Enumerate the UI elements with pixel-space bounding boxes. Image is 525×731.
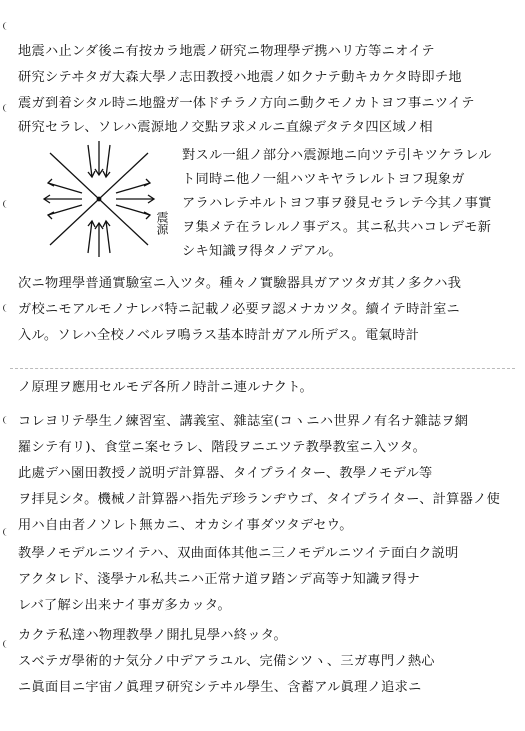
text-line: 次ニ物理學普通實驗室ニ入ツタ。種々ノ實驗器具ガアツタガ其ノ多クハ我 — [18, 276, 462, 291]
text-line: ガ校ニモアルモノナレバ特ニ記載ノ必要ヲ認メナカツタ。續イテ時計室ニ — [18, 302, 461, 317]
binding-hole-icon — [3, 104, 8, 112]
text-line: 羅シテ有リ)、食堂ニ案セラレ、階段ヲニエツテ教學教室ニ入ツタ。 — [18, 440, 427, 455]
text-line: 此處デハ園田教授ノ説明デ計算器、タイプライター、教學ノモデル等 — [18, 466, 433, 481]
binding-hole-icon — [3, 416, 8, 424]
diagram-label: 震源 — [155, 211, 169, 235]
text-line: ニ眞面目ニ宇宙ノ眞理ヲ研究シテヰル學生、含蓄アル眞理ノ追求ニ — [18, 680, 422, 695]
binding-hole-icon — [3, 640, 8, 648]
text-line: ヲ集メテ在ラレルノ事デス。其ニ私共ハコレデモ新 — [182, 220, 492, 235]
text-line: 震ガ到着シタル時ニ地盤ガ一体ドチラノ方向ニ動クモノカトヨフ事ニツイテ — [18, 96, 475, 111]
text-line: カクテ私達ハ物理教學ノ開扎見學ハ終ッタ。 — [18, 628, 287, 643]
binding-hole-icon — [3, 22, 8, 30]
text-line: ト同時ニ他ノ一組ハツキヤラレルトヨフ現象ガ — [182, 172, 465, 187]
text-line: 研究セラレ、ソレハ震源地ノ交點ヲ求メルニ直線デタテタ四区域ノ相 — [18, 120, 433, 135]
text-line: ヲ拝見シタ。機械ノ計算器ハ指先デ珍ランヂウゴ、タイプライター、計算器ノ使 — [18, 492, 501, 507]
text-line: 教學ノモデルニツイテハ、双曲面体其他ニ三ノモデルニツイテ面白ク説明 — [18, 546, 459, 561]
text-line: アクタレド、淺學ナル私共ニハ正常ナ道ヲ踏ンデ高等ナ知識ヲ得ナ — [18, 572, 421, 587]
text-line: 地震ハ止ンダ後ニ有按カラ地震ノ研究ニ物理學デ携ハリ方等ニオイテ — [18, 44, 435, 59]
text-line: アラハレテヰルトヨフ事ヲ發見セラレテ今其ノ事實 — [182, 196, 492, 211]
seismic-diagram — [30, 135, 180, 265]
text-line: シキ知識ヲ得タノデアル。 — [182, 244, 342, 259]
text-line: 對スル一組ノ部分ハ震源地ニ向ツテ引キツケラレル — [182, 148, 492, 163]
binding-hole-icon — [3, 304, 8, 312]
text-line: ノ原理ヲ應用セルモデ各所ノ時計ニ連ルナクト。 — [18, 380, 314, 395]
text-line: 用ハ自由者ノソレト無カニ、オカシイ事ダツタデセウ。 — [18, 518, 353, 533]
page-divider — [10, 368, 515, 369]
text-line: レバ了解シ出来ナイ事ガ多カッタ。 — [18, 598, 232, 613]
binding-hole-icon — [3, 200, 8, 208]
epicenter-dot-icon — [97, 197, 102, 202]
text-line: 研究シテヰタガ大森大學ノ志田教授ハ地震ノ如クナテ動キカケタ時即チ地 — [18, 70, 462, 85]
text-line: スベテガ學術的ナ気分ノ中デアラユル、完備シツヽ、三ガ專門ノ熱心 — [18, 654, 435, 669]
text-line: 入ル。ソレハ全校ノベルヲ鳴ラス基本時計ガアル所デス。電氣時計 — [18, 328, 420, 343]
text-line: コレヨリテ學生ノ練習室、講義室、雜誌室(コヽニハ世界ノ有名ナ雜誌ヲ網 — [18, 414, 469, 429]
binding-hole-icon — [3, 528, 8, 536]
